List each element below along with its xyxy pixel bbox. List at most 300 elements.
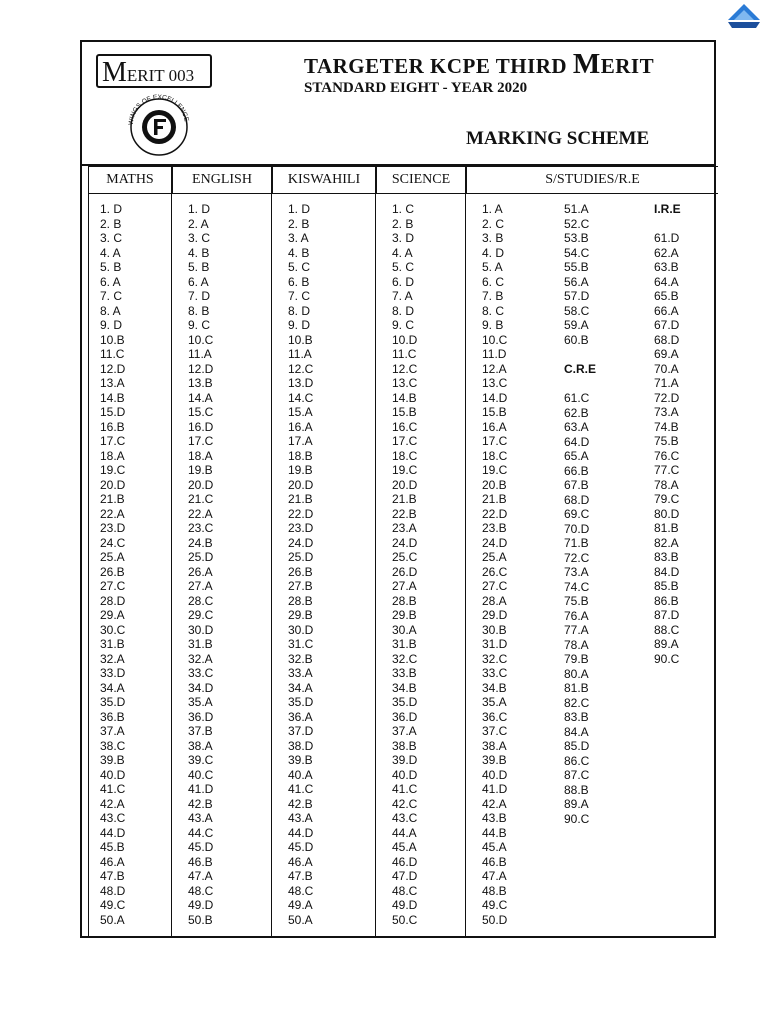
answer-item: 45.D [188, 840, 214, 854]
answer-item: 9. D [288, 318, 311, 332]
answer-item: 28.B [288, 593, 313, 608]
answer-item: 50.C [392, 912, 418, 927]
corner-logo-icon [726, 2, 762, 32]
answer-item: 84.D [654, 564, 680, 579]
answer-item: 20.B [482, 477, 507, 492]
answer-item: 9. B [482, 318, 504, 332]
answer-item: 42.A [482, 796, 507, 811]
answer-item: 30.D [188, 622, 214, 637]
answer-item: 62.A [654, 245, 679, 260]
answer-item: 25.C [392, 550, 418, 564]
cre-answers [564, 391, 589, 826]
answer-item: 35.D [100, 695, 126, 709]
answer-item: 50.A [288, 912, 313, 927]
answer-item: 33.A [288, 666, 313, 680]
answer-item: 67.D [654, 318, 680, 332]
answer-item: 34.B [392, 680, 417, 695]
answer-item: 19.B [288, 463, 313, 477]
answer-item: 6. B [288, 274, 310, 289]
answer-item: 13.A [100, 376, 125, 390]
answer-item: 7. C [288, 289, 311, 303]
answer-item: 11.C [100, 347, 125, 361]
answer-item: 4. D [482, 245, 505, 260]
answer-item: 34.A [100, 680, 125, 695]
answer-item: 47.B [100, 869, 125, 883]
answer-item: 31.B [188, 637, 213, 651]
answer-item: 6. A [188, 274, 209, 289]
answer-item: 45.A [482, 840, 507, 854]
answer-item: 43.C [100, 811, 126, 825]
answer-item: 30.A [392, 622, 417, 637]
answer-item: 17.C [482, 434, 508, 448]
answer-item: 14.B [392, 390, 417, 405]
column-english [172, 194, 272, 938]
answer-item: 27.B [288, 579, 313, 593]
science-answers [392, 202, 417, 927]
answer-item: 52.C [564, 216, 590, 231]
answer-item: 46.A [288, 854, 313, 869]
answer-item: 29.A [100, 608, 125, 622]
answer-item: 14.B [100, 390, 125, 405]
answer-item: 4. B [188, 245, 210, 260]
answer-item: 25.D [188, 550, 214, 564]
merit-badge-initial: M [102, 57, 127, 88]
answer-item: 50.D [482, 912, 508, 927]
answer-item: 9. C [392, 318, 415, 332]
answer-item: 39.B [482, 753, 507, 767]
answer-item: 17.C [100, 434, 126, 448]
answer-item: 4. B [288, 245, 310, 260]
answer-item: 72.C [564, 550, 590, 565]
answer-item: 29.D [482, 608, 508, 622]
ire-heading: I.R.E [654, 202, 681, 216]
answer-item: 17.C [392, 434, 418, 448]
answer-item: 42.B [288, 796, 313, 811]
answer-item: 71.A [654, 376, 679, 390]
answer-item: 66.B [564, 463, 589, 478]
answer-item: 26.A [188, 564, 213, 579]
answer-item: 26.B [288, 564, 313, 579]
answer-item: 40.D [482, 767, 508, 782]
answer-item: 39.C [188, 753, 214, 767]
answer-item: 40.A [288, 767, 313, 782]
answer-item: 44.B [482, 825, 507, 840]
answer-item: 82.C [564, 695, 590, 710]
answer-item: 30.D [288, 622, 314, 637]
answer-item: 37.B [188, 724, 213, 738]
title-main: TARGETER KCPE THIRD [304, 54, 573, 78]
answer-item: 21.B [288, 492, 313, 506]
sst-answers [482, 202, 507, 927]
answer-item: 22.A [188, 506, 213, 521]
answer-item: 15.D [100, 405, 126, 419]
answer-item: 90.C [564, 811, 590, 826]
school-seal-icon [118, 92, 200, 158]
page-subtitle: STANDARD EIGHT - YEAR 2020 [304, 80, 528, 96]
answer-item: 64.D [564, 434, 590, 449]
answer-item: 24.D [482, 535, 508, 550]
answer-item: 11.D [482, 347, 507, 361]
answer-item: 1. A [482, 202, 503, 216]
answer-item: 20.D [288, 477, 314, 492]
answer-item: 17.A [288, 434, 313, 448]
answer-item: 1. D [288, 202, 311, 216]
answer-item: 39.B [100, 753, 125, 767]
answer-item: 79.C [654, 492, 680, 506]
answer-item: 21.C [188, 492, 214, 506]
answer-item: 29.B [288, 608, 313, 622]
sst-answers-51-60 [564, 202, 589, 347]
answer-item: 5. B [100, 260, 122, 274]
answer-item: 47.B [288, 869, 313, 883]
answer-item: 38.B [392, 738, 417, 753]
column-header-maths: MATHS [88, 166, 172, 194]
answer-item: 69.C [564, 507, 590, 521]
answer-item: 15.A [288, 405, 313, 419]
answer-item: 81.B [564, 681, 589, 695]
answer-item: 29.B [392, 608, 417, 622]
answer-item: 4. A [100, 245, 121, 260]
answer-item: 1. D [100, 202, 123, 216]
answer-item: 26.B [100, 564, 125, 579]
answer-item: 22.D [482, 506, 508, 521]
answer-item: 13.B [188, 376, 213, 390]
answer-item: 7. D [188, 289, 211, 303]
answer-item: 15.C [188, 405, 214, 419]
answer-item: 60.B [564, 332, 589, 347]
answer-item: 28.D [100, 593, 126, 608]
answer-item: 45.D [288, 840, 314, 854]
answer-item: 83.B [654, 550, 679, 564]
answer-item: 41.C [288, 782, 314, 796]
answer-item: 50.A [100, 912, 125, 927]
answer-item: 48.C [392, 883, 418, 898]
answer-item: 89.A [654, 637, 679, 651]
answer-item: 24.C [100, 535, 126, 550]
answer-item: 10.B [288, 332, 313, 347]
answer-item: 10.D [392, 332, 418, 347]
answer-item: 80.D [654, 506, 680, 521]
answer-item: 42.B [188, 796, 213, 811]
answer-item: 37.A [392, 724, 417, 738]
answer-item: 24.B [188, 535, 213, 550]
answer-item: 49.C [100, 898, 126, 912]
merit-badge [96, 54, 212, 88]
answer-item: 37.D [288, 724, 314, 738]
answer-item: 66.A [654, 303, 679, 318]
answer-item: 11.A [188, 347, 212, 361]
answer-item: 3. C [100, 231, 123, 245]
answer-item: 41.D [482, 782, 508, 796]
answer-item: 47.A [482, 869, 507, 883]
answer-item: 86.B [654, 593, 679, 608]
answer-item: 46.A [100, 854, 125, 869]
answer-item: 13.D [288, 376, 314, 390]
answer-item: 69.A [654, 347, 679, 361]
answer-item: 50.B [188, 912, 213, 927]
answer-item: 42.C [392, 796, 418, 811]
answer-item: 43.A [188, 811, 213, 825]
answer-item: 6. D [392, 274, 415, 289]
answer-item: 8. C [482, 303, 505, 318]
answer-item: 48.B [482, 883, 507, 898]
answer-item: 44.D [100, 825, 126, 840]
answer-item: 10.C [188, 332, 214, 347]
answer-item: 11.A [288, 347, 312, 361]
answer-item: 19.C [100, 463, 126, 477]
answer-item: 18.C [482, 448, 508, 463]
answer-item: 18.A [188, 448, 213, 463]
answer-item: 9. D [100, 318, 123, 332]
answer-item: 40.D [392, 767, 418, 782]
answer-item: 44.D [288, 825, 314, 840]
answer-item: 27.C [100, 579, 126, 593]
answer-item: 49.D [392, 898, 418, 912]
answer-item: 20.D [188, 477, 214, 492]
answer-item: 49.A [288, 898, 313, 912]
answer-item: 55.B [564, 260, 589, 274]
answer-item: 16.A [288, 419, 313, 434]
answer-item: 22.D [288, 506, 314, 521]
answer-item: 63.A [564, 420, 589, 434]
answer-item: 18.A [100, 448, 125, 463]
answer-item: 32.A [188, 651, 213, 666]
answer-item: 19.B [188, 463, 213, 477]
answer-item: 77.A [564, 623, 589, 637]
answer-item: 58.C [564, 303, 590, 318]
answer-item: 23.B [482, 521, 507, 535]
answer-item: 40.D [100, 767, 126, 782]
answer-item: 36.B [100, 709, 125, 724]
answer-item: 63.B [654, 260, 679, 274]
answer-item: 87.D [654, 608, 680, 622]
answer-item: 35.A [188, 695, 213, 709]
answer-item: 7. B [482, 289, 504, 303]
answer-item: 24.D [288, 535, 314, 550]
answer-item: 28.A [482, 593, 507, 608]
answer-item: 30.B [482, 622, 507, 637]
answer-item: 79.B [564, 652, 589, 666]
answer-item: 38.C [100, 738, 126, 753]
maths-answers [100, 202, 125, 927]
answer-item: 83.B [564, 710, 589, 724]
answer-item: 25.A [100, 550, 125, 564]
answer-item: 2. B [288, 216, 310, 231]
kiswahili-answers [288, 202, 313, 927]
answer-item: 6. C [482, 274, 505, 289]
answer-item: 48.C [188, 883, 214, 898]
answer-item: 77.C [654, 463, 680, 477]
answer-item: 10.B [100, 332, 125, 347]
answer-item: 73.A [654, 405, 679, 419]
page-title [304, 48, 654, 81]
answer-item: 5. C [288, 260, 311, 274]
answer-item: 14.A [188, 390, 213, 405]
column-header-english: ENGLISH [172, 166, 272, 194]
answer-item: 44.C [188, 825, 214, 840]
answer-item: 33.C [482, 666, 508, 680]
answer-item: 47.D [392, 869, 418, 883]
answer-item: 30.C [100, 622, 126, 637]
answer-item: 75.B [564, 594, 589, 608]
answer-item: 57.D [564, 289, 590, 303]
answer-item: 36.A [288, 709, 313, 724]
answer-item: 21.B [482, 492, 507, 506]
answer-item: 70.D [564, 521, 590, 536]
answer-item: 38.A [482, 738, 507, 753]
answer-item: 23.C [188, 521, 214, 535]
answer-item: 14.D [482, 390, 508, 405]
answer-item: 46.B [482, 854, 507, 869]
column-header-kiswahili: KISWAHILI [272, 166, 376, 194]
answer-item: 37.C [482, 724, 508, 738]
answer-item: 16.C [392, 419, 418, 434]
answer-item: 54.C [564, 245, 590, 260]
answer-item: 35.A [482, 695, 507, 709]
answer-item: 59.A [564, 318, 589, 332]
answer-item: 72.D [654, 390, 680, 405]
answer-item: 22.A [100, 506, 125, 521]
answer-item: 2. A [188, 216, 209, 231]
answer-item: 32.A [100, 651, 125, 666]
answer-item: 25.A [482, 550, 507, 564]
answer-item: 38.A [188, 738, 213, 753]
answer-item: 31.C [288, 637, 314, 651]
answer-item: 24.D [392, 535, 418, 550]
answer-item: 32.C [392, 651, 418, 666]
answer-item: 61.C [564, 391, 590, 405]
answer-item: 3. A [288, 231, 309, 245]
answer-item: 48.C [288, 883, 314, 898]
scheme-label: MARKING SCHEME [466, 128, 650, 149]
merit-badge-text: ERIT 003 [126, 66, 195, 85]
answer-item: 2. B [392, 216, 414, 231]
answer-item: 31.D [482, 637, 508, 651]
answer-item: 5. A [482, 260, 503, 274]
answer-item: 49.C [482, 898, 508, 912]
answer-item: 81.B [654, 521, 679, 535]
answer-item: 88.B [564, 782, 589, 797]
answer-item: 89.A [564, 797, 589, 811]
cre-heading: C.R.E [564, 362, 597, 376]
answer-item: 74.B [654, 419, 679, 434]
answer-item: 12.A [482, 361, 507, 376]
answer-item: 19.C [392, 463, 418, 477]
answer-item: 78.A [564, 637, 589, 652]
answer-item: 80.A [564, 666, 589, 681]
answer-item: 85.D [564, 739, 590, 753]
answer-item: 43.B [482, 811, 507, 825]
answer-item: 41.C [100, 782, 126, 796]
answer-item: 26.D [392, 564, 418, 579]
answer-item: 2. B [100, 216, 122, 231]
answer-item: 8. A [100, 303, 121, 318]
answer-item: 36.D [188, 709, 214, 724]
answer-item: 12.D [188, 361, 214, 376]
answer-item: 18.C [392, 448, 418, 463]
answer-item: 68.D [564, 492, 590, 507]
answer-item: 23.A [392, 521, 417, 535]
answer-item: 49.D [188, 898, 214, 912]
answer-item: 76.A [564, 608, 589, 623]
answer-item: 68.D [654, 332, 680, 347]
answer-item: 7. C [100, 289, 123, 303]
answer-item: 21.B [100, 492, 125, 506]
title-end: ERIT [600, 54, 655, 78]
title-initial: M [572, 48, 601, 80]
answer-item: 46.B [188, 854, 213, 869]
answer-item: 84.A [564, 724, 589, 739]
answer-item: 12.C [392, 361, 418, 376]
answer-item: 5. C [392, 260, 415, 274]
answer-item: 13.C [482, 376, 508, 390]
answer-item: 42.A [100, 796, 125, 811]
ire-answers [654, 231, 679, 666]
answer-item: 65.A [564, 449, 589, 463]
answer-item: 39.D [392, 753, 418, 767]
header [82, 42, 714, 166]
answer-item: 8. D [288, 303, 311, 318]
answer-item: 53.B [564, 231, 589, 245]
answer-item: 7. A [392, 289, 413, 303]
answer-item: 33.B [392, 666, 417, 680]
answer-item: 41.D [188, 782, 214, 796]
answer-item: 90.C [654, 651, 680, 666]
answer-item: 16.D [188, 419, 214, 434]
answer-item: 28.C [188, 593, 214, 608]
answer-item: 64.A [654, 274, 679, 289]
answer-item: 29.C [188, 608, 214, 622]
answer-item: 87.C [564, 768, 590, 782]
answer-item: 88.C [654, 622, 680, 637]
answer-item: 44.A [392, 825, 417, 840]
column-header-sst: S/STUDIES/R.E [466, 166, 718, 194]
answer-item: 47.A [188, 869, 213, 883]
answer-item: 27.C [482, 579, 508, 593]
answer-item: 36.D [392, 709, 418, 724]
answer-item: 17.C [188, 434, 214, 448]
answer-item: 25.D [288, 550, 314, 564]
answer-item: 12.D [100, 361, 126, 376]
answer-item: 20.D [100, 477, 126, 492]
answer-item: 65.B [654, 289, 679, 303]
answer-item: 9. C [188, 318, 211, 332]
answer-item: 37.A [100, 724, 125, 738]
answer-item: 86.C [564, 753, 590, 768]
answer-item: 61.D [654, 231, 680, 245]
answer-item: 75.B [654, 434, 679, 448]
answer-item: 41.C [392, 782, 418, 796]
answer-item: 43.C [392, 811, 418, 825]
answer-item: 2. C [482, 216, 505, 231]
answer-item: 12.C [288, 361, 314, 376]
answer-item: 74.C [564, 579, 590, 594]
answer-item: 48.D [100, 883, 126, 898]
answer-item: 8. B [188, 303, 210, 318]
answer-item: 67.B [564, 478, 589, 492]
seal-text: WINGS OF EXCELLENCE [127, 93, 190, 126]
answer-item: 35.D [288, 695, 314, 709]
answer-item: 34.D [188, 680, 214, 695]
answer-item: 5. B [188, 260, 210, 274]
answer-item: 56.A [564, 274, 589, 289]
column-header-science: SCIENCE [376, 166, 466, 194]
answer-item: 28.B [392, 593, 417, 608]
answer-item: 8. D [392, 303, 415, 318]
answer-item: 16.B [100, 419, 125, 434]
answer-item: 3. C [188, 231, 211, 245]
answer-item: 3. D [392, 231, 415, 245]
